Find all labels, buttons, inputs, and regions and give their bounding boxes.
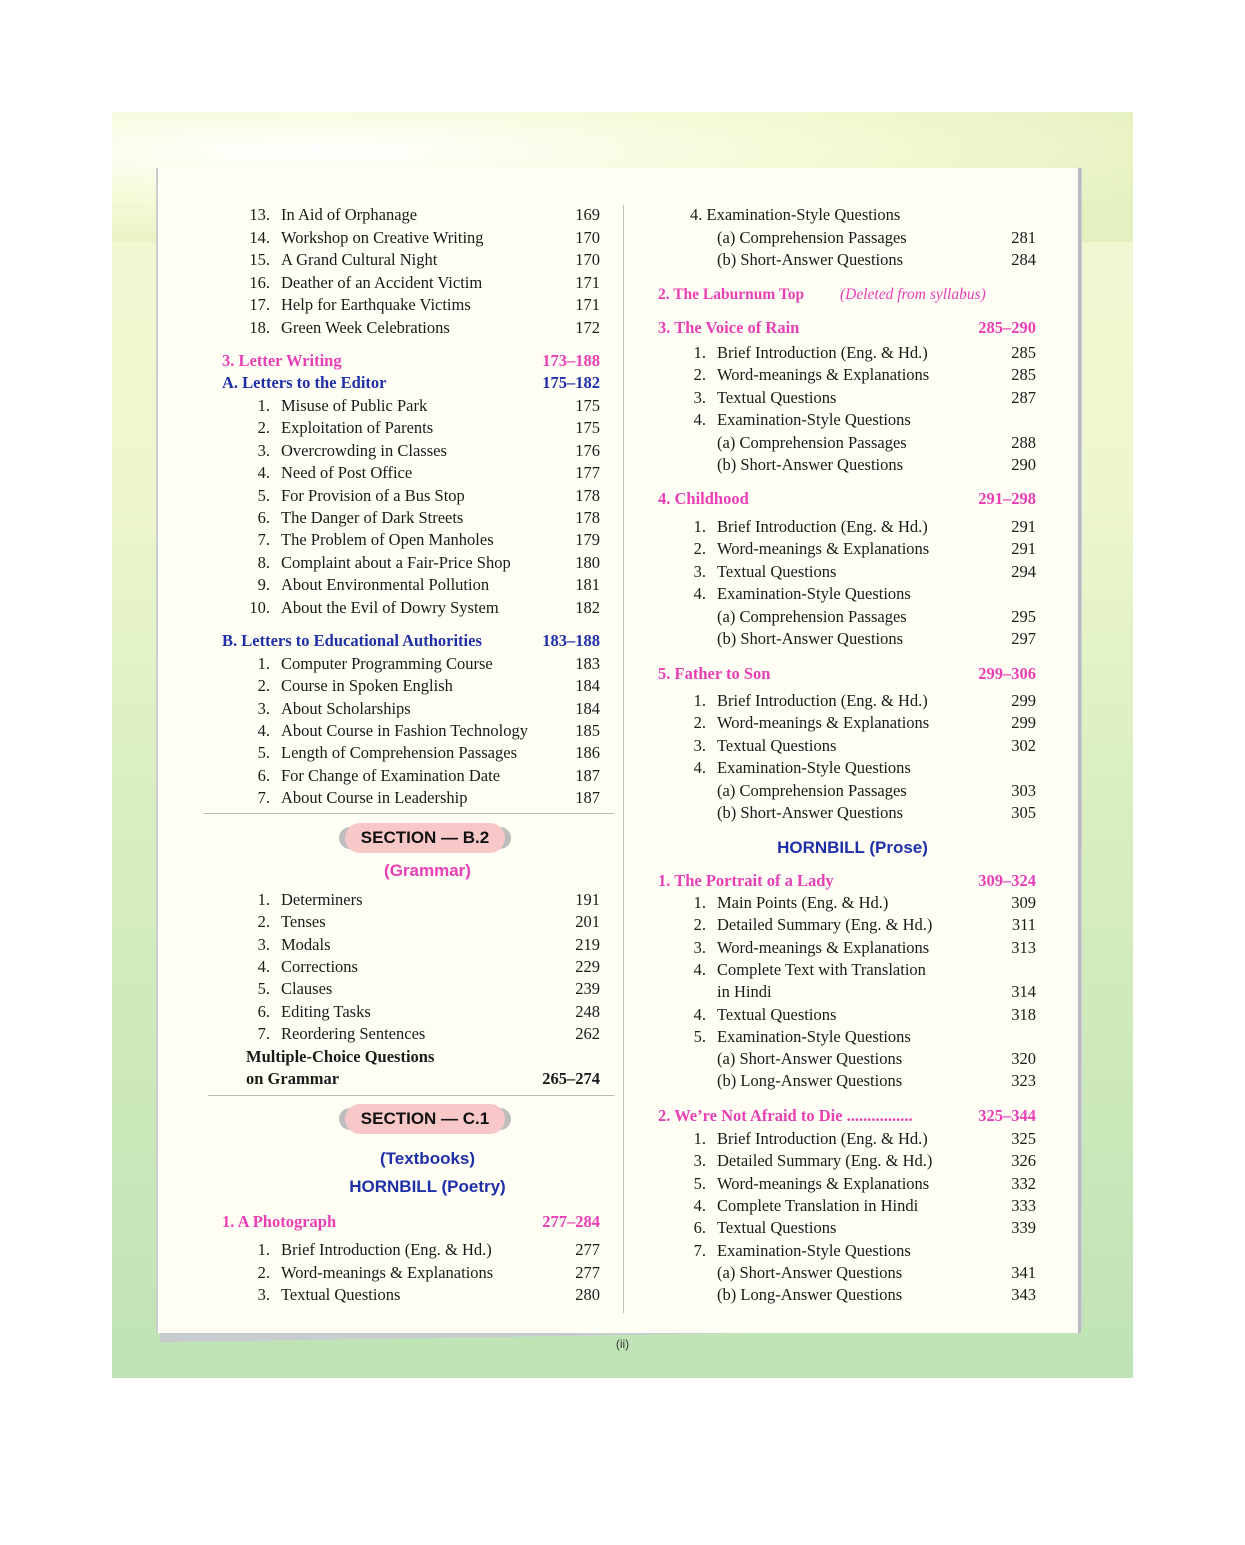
- list-item: Word-meanings & Explanations: [281, 1262, 494, 1282]
- page-number: 183: [575, 654, 600, 673]
- list-item: Brief Introduction (Eng. & Hd.): [281, 1240, 492, 1259]
- letters-editor-range: 175–182: [542, 373, 600, 392]
- list-item: Exploitation of Parents: [281, 418, 434, 438]
- page-number: 323: [1011, 1071, 1036, 1091]
- page-number: 302: [1011, 735, 1036, 755]
- list-item: Examination-Style Questions: [717, 758, 911, 778]
- page-number: 277: [575, 1240, 600, 1259]
- page-number: 175: [575, 418, 600, 438]
- page-number: 294: [1011, 561, 1036, 581]
- item-number: 1.: [257, 654, 270, 673]
- list-item: Textual Questions: [717, 1004, 837, 1024]
- item-number: 1.: [257, 1240, 270, 1259]
- mcq-range: 265–274: [542, 1069, 600, 1088]
- textbooks-subtitle: (Textbooks): [379, 1149, 476, 1168]
- page-number: 314: [1011, 982, 1036, 1002]
- page-number: 201: [575, 912, 600, 932]
- short-answer-item: (b) Short-Answer Questions: [717, 250, 904, 269]
- item-number: 2.: [257, 912, 270, 932]
- section-c1-badge: SECTION — C.1: [345, 1104, 505, 1134]
- hornbill-poetry-heading: HORNBILL (Poetry): [349, 1177, 506, 1196]
- page-number: 290: [1011, 455, 1036, 474]
- page-number: 182: [575, 597, 600, 617]
- list-item: (a) Comprehension Passages: [717, 432, 907, 452]
- list-item: Textual Questions: [717, 735, 837, 755]
- item-number: 4.: [257, 463, 270, 483]
- grammar-subtitle: (Grammar): [384, 861, 471, 880]
- page-number: 171: [575, 295, 600, 314]
- list-item: About the Evil of Dowry System: [281, 597, 499, 617]
- page-number: 343: [1011, 1285, 1036, 1305]
- list-item: About Scholarships: [281, 698, 411, 718]
- list-item: Examination-Style Questions: [717, 584, 911, 604]
- page-number: 288: [1011, 432, 1036, 452]
- list-item: Complete Text with Translation: [717, 959, 926, 979]
- page-number: 305: [1011, 803, 1036, 822]
- exam-style-item: 4. Examination-Style Questions: [690, 205, 901, 224]
- item-number: 2.: [693, 365, 706, 385]
- item-number: 7.: [693, 1240, 706, 1260]
- page-number: 284: [1011, 250, 1036, 269]
- page-number: 171: [575, 272, 600, 292]
- page-number: 178: [575, 485, 600, 505]
- page-number: 177: [575, 463, 600, 483]
- item-number: 4.: [257, 956, 270, 976]
- mcq-line2: on Grammar: [246, 1069, 340, 1088]
- list-item: Examination-Style Questions: [717, 1240, 911, 1260]
- page-number: 291: [1011, 539, 1036, 559]
- list-item: Detailed Summary (Eng. & Hd.): [717, 1151, 933, 1171]
- item-number: 9.: [257, 575, 270, 595]
- childhood-title: 4. Childhood: [658, 489, 749, 508]
- item-number: 3.: [693, 735, 706, 755]
- letters-editor-title: A. Letters to the Editor: [222, 373, 387, 392]
- page-number: 187: [575, 765, 600, 785]
- father-to-son-range: 299–306: [978, 664, 1036, 683]
- item-number: 4.: [693, 410, 706, 430]
- page-number: 333: [1011, 1195, 1036, 1215]
- item-number: 1.: [257, 890, 270, 909]
- list-item: Word-meanings & Explanations: [717, 937, 930, 957]
- page-footer: (ii): [615, 1337, 630, 1351]
- item-number: 17.: [249, 295, 270, 314]
- list-item: Brief Introduction (Eng. & Hd.): [717, 517, 928, 536]
- list-item: Brief Introduction (Eng. & Hd.): [717, 691, 928, 710]
- list-item: Workshop on Creative Writing: [281, 227, 484, 247]
- voice-of-rain-title: 3. The Voice of Rain: [658, 318, 800, 337]
- item-number: 3.: [693, 937, 706, 957]
- portrait-of-lady-title: 1. The Portrait of a Lady: [658, 871, 834, 890]
- list-item: Tenses: [281, 912, 326, 932]
- page-number: 281: [1011, 228, 1036, 247]
- list-item: The Danger of Dark Streets: [281, 508, 464, 527]
- laburnum-title: 2. The Laburnum Top: [658, 286, 805, 303]
- item-number: 3.: [693, 561, 706, 581]
- not-afraid-to-die-range: 325–344: [978, 1106, 1036, 1125]
- page-number: 303: [1011, 780, 1036, 800]
- list-item: Corrections: [281, 956, 358, 976]
- page-number: 248: [575, 1001, 600, 1021]
- mcq-line1: Multiple-Choice Questions: [246, 1047, 435, 1066]
- item-number: 2.: [693, 915, 706, 935]
- page-number: 332: [1011, 1173, 1036, 1193]
- divider: [204, 813, 614, 814]
- page-number: 172: [575, 317, 600, 337]
- page-number: 169: [575, 205, 600, 224]
- page-number: 313: [1011, 937, 1036, 957]
- page-number: 178: [575, 508, 600, 527]
- item-number: 6.: [693, 1218, 706, 1238]
- list-item: Word-meanings & Explanations: [717, 539, 930, 559]
- letters-educational-range: 183–188: [542, 631, 600, 650]
- page-number: 239: [575, 979, 600, 999]
- list-item: (b) Short-Answer Questions: [717, 803, 904, 822]
- page-number: 299: [1011, 691, 1036, 710]
- list-item: Determiners: [281, 890, 363, 909]
- page-number: 297: [1011, 629, 1036, 648]
- page-number: 262: [575, 1023, 600, 1043]
- page-number: 299: [1011, 713, 1036, 733]
- father-to-son-title: 5. Father to Son: [658, 664, 771, 683]
- page-number: 277: [575, 1262, 600, 1282]
- list-item: (b) Short-Answer Questions: [717, 455, 904, 474]
- item-number: 5.: [257, 485, 270, 505]
- page-number: 326: [1011, 1151, 1036, 1171]
- page-number: 170: [575, 227, 600, 247]
- item-number: 2.: [693, 539, 706, 559]
- page-number: 339: [1011, 1218, 1036, 1238]
- page-number: 187: [575, 787, 600, 807]
- page-number: 325: [1011, 1129, 1036, 1148]
- list-item: in Hindi: [717, 982, 772, 1002]
- list-item: Complete Translation in Hindi: [717, 1195, 919, 1215]
- item-number: 13.: [249, 205, 270, 224]
- list-item: (b) Long-Answer Questions: [717, 1071, 903, 1091]
- list-item: Main Points (Eng. & Hd.): [717, 893, 889, 912]
- item-number: 3.: [693, 1151, 706, 1171]
- item-number: 1.: [693, 517, 706, 536]
- voice-of-rain-range: 285–290: [978, 318, 1036, 337]
- list-item: Word-meanings & Explanations: [717, 713, 930, 733]
- list-item: (a) Comprehension Passages: [717, 780, 907, 800]
- page-number: 295: [1011, 606, 1036, 626]
- list-item: Course in Spoken English: [281, 676, 453, 696]
- page-number: 219: [575, 934, 600, 954]
- section-b2-badge: SECTION — B.2: [345, 823, 505, 853]
- list-item: Textual Questions: [717, 561, 837, 581]
- page-number: 229: [575, 956, 600, 976]
- item-number: 4.: [693, 758, 706, 778]
- item-number: 3.: [257, 698, 270, 718]
- item-number: 3.: [257, 934, 270, 954]
- hornbill-prose-heading: HORNBILL (Prose): [777, 838, 928, 857]
- letter-writing-range: 173–188: [542, 351, 600, 370]
- list-item: Brief Introduction (Eng. & Hd.): [717, 343, 928, 362]
- list-item: Word-meanings & Explanations: [717, 365, 930, 385]
- letters-educational-title: B. Letters to Educational Authorities: [222, 631, 482, 650]
- list-item: (b) Long-Answer Questions: [717, 1285, 903, 1305]
- list-item: Length of Comprehension Passages: [281, 743, 518, 763]
- list-item: Computer Programming Course: [281, 654, 493, 673]
- list-item: A Grand Cultural Night: [281, 250, 438, 269]
- item-number: 5.: [693, 1026, 706, 1046]
- column-divider: [623, 205, 624, 1313]
- list-item: Examination-Style Questions: [717, 1026, 911, 1046]
- photograph-title: 1. A Photograph: [222, 1212, 337, 1231]
- list-item: About Environmental Pollution: [281, 575, 490, 595]
- list-item: Brief Introduction (Eng. & Hd.): [717, 1129, 928, 1148]
- list-item: For Change of Examination Date: [281, 765, 501, 785]
- list-item: Deather of an Accident Victim: [281, 272, 483, 292]
- list-item: Reordering Sentences: [281, 1023, 426, 1043]
- item-number: 18.: [249, 317, 270, 337]
- list-item: Detailed Summary (Eng. & Hd.): [717, 915, 933, 935]
- list-item: About Course in Leadership: [281, 787, 468, 807]
- item-number: 4.: [693, 959, 706, 979]
- item-number: 5.: [257, 743, 270, 763]
- page-number: 184: [575, 676, 600, 696]
- item-number: 4.: [693, 584, 706, 604]
- list-item: (a) Short-Answer Questions: [717, 1262, 903, 1282]
- item-number: 6.: [257, 1001, 270, 1021]
- item-number: 14.: [249, 227, 270, 247]
- divider: [208, 1095, 614, 1096]
- list-item: (a) Comprehension Passages: [717, 606, 907, 626]
- list-item: Misuse of Public Park: [281, 396, 428, 415]
- page-number: 179: [575, 530, 600, 550]
- item-number: 16.: [249, 272, 270, 292]
- item-number: 1.: [693, 343, 706, 362]
- item-number: 7.: [257, 1023, 270, 1043]
- item-number: 7.: [257, 787, 270, 807]
- item-number: 2.: [257, 1262, 270, 1282]
- page-number: 185: [575, 720, 600, 740]
- item-number: 6.: [257, 765, 270, 785]
- list-item: Help for Earthquake Victims: [281, 295, 471, 314]
- list-item: Green Week Celebrations: [281, 317, 450, 337]
- list-item: Examination-Style Questions: [717, 410, 911, 430]
- page-number: 175: [575, 396, 600, 415]
- list-item: Overcrowding in Classes: [281, 440, 447, 460]
- list-item: About Course in Fashion Technology: [281, 720, 528, 740]
- list-item: Complaint about a Fair-Price Shop: [281, 552, 511, 572]
- letter-writing-title: 3. Letter Writing: [222, 351, 342, 370]
- item-number: 3.: [693, 387, 706, 407]
- item-number: 4.: [693, 1004, 706, 1024]
- deleted-note: (Deleted from syllabus): [840, 286, 986, 303]
- item-number: 1.: [693, 1129, 706, 1148]
- page-number: 285: [1011, 343, 1036, 362]
- item-number: 2.: [693, 713, 706, 733]
- page-number: 318: [1011, 1004, 1036, 1024]
- item-number: 5.: [257, 979, 270, 999]
- page-number: 186: [575, 743, 600, 763]
- item-number: 3.: [257, 440, 270, 460]
- item-number: 15.: [249, 250, 270, 269]
- list-item: Clauses: [281, 979, 333, 999]
- page-number: 309: [1011, 893, 1036, 912]
- list-item: Textual Questions: [717, 387, 837, 407]
- photograph-range: 277–284: [542, 1212, 600, 1231]
- page-number: 280: [575, 1285, 600, 1304]
- page-number: 341: [1011, 1262, 1036, 1282]
- list-item: (a) Short-Answer Questions: [717, 1049, 903, 1069]
- item-number: 1.: [257, 396, 270, 415]
- list-item: Editing Tasks: [281, 1001, 371, 1021]
- page-number: 181: [575, 575, 600, 595]
- page-number: 285: [1011, 365, 1036, 385]
- list-item: Word-meanings & Explanations: [717, 1173, 930, 1193]
- page-number: 191: [575, 890, 600, 909]
- list-item: For Provision of a Bus Stop: [281, 485, 465, 505]
- comprehension-item: (a) Comprehension Passages: [717, 228, 907, 247]
- page-number: 291: [1011, 517, 1036, 536]
- page-number: 311: [1011, 915, 1036, 935]
- item-number: 2.: [257, 418, 270, 438]
- item-number: 2.: [257, 676, 270, 696]
- item-number: 5.: [693, 1173, 706, 1193]
- page-number: 287: [1011, 387, 1036, 407]
- item-number: 1.: [693, 893, 706, 912]
- item-number: 8.: [257, 552, 270, 572]
- not-afraid-to-die-title: 2. We’re Not Afraid to Die ................: [658, 1106, 913, 1125]
- item-number: 4.: [257, 720, 270, 740]
- page-number: 176: [575, 440, 600, 460]
- item-number: 6.: [257, 508, 270, 527]
- item-number: 4.: [693, 1195, 706, 1215]
- page-number: 170: [575, 250, 600, 269]
- childhood-range: 291–298: [978, 489, 1036, 508]
- list-item: The Problem of Open Manholes: [281, 530, 494, 550]
- list-item: (b) Short-Answer Questions: [717, 629, 904, 648]
- list-item: Textual Questions: [281, 1285, 401, 1304]
- page-number: 184: [575, 698, 600, 718]
- item-number: 7.: [257, 530, 270, 550]
- portrait-of-lady-range: 309–324: [978, 871, 1036, 890]
- page-number: 180: [575, 552, 600, 572]
- list-item: Textual Questions: [717, 1218, 837, 1238]
- list-item: Need of Post Office: [281, 463, 413, 483]
- page-number: 320: [1011, 1049, 1036, 1069]
- list-item: In Aid of Orphanage: [281, 205, 418, 224]
- item-number: 10.: [249, 597, 270, 617]
- list-item: Modals: [281, 934, 331, 954]
- item-number: 1.: [693, 691, 706, 710]
- item-number: 3.: [257, 1285, 270, 1304]
